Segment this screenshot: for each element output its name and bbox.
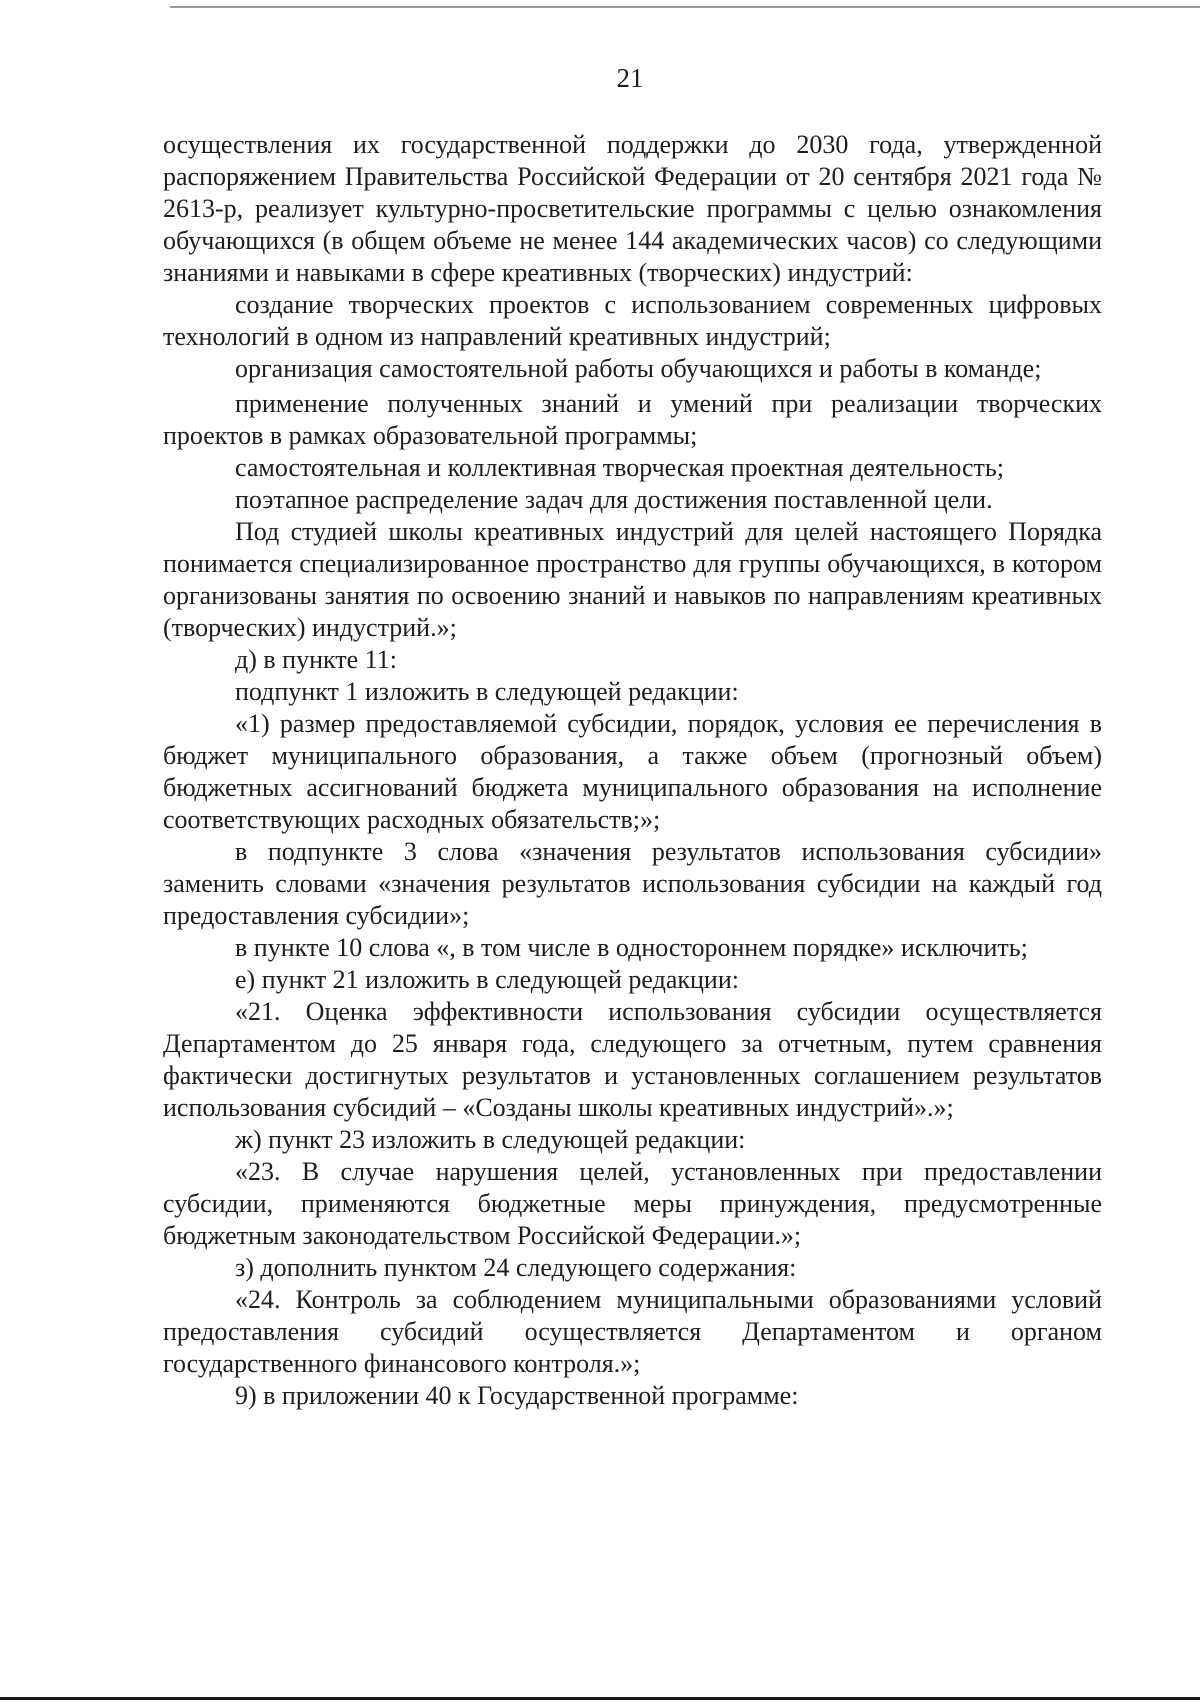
- paragraph-list-item: самостоятельная и коллективная творческая проектная деятельность;: [235, 453, 1004, 482]
- paragraph-definition: Под студией школы креативных индустрий для целей настоящего Порядка понимается специализированное пространство для группы обучающихся, в котором организованы занятия по освоению знаний и навыков по направлениям креативных (творческих) индустрий.»;: [163, 517, 1102, 642]
- paragraph-subitem-heading: д) в пункте 11:: [235, 645, 397, 674]
- paragraph-list-item: применение полученных знаний и умений при реализации творческих проектов в рамках образовательной программы;: [163, 389, 1102, 450]
- paragraph-quoted-text: «1) размер предоставляемой субсидии, порядок, условия ее перечисления в бюджет муниципального образования, а также объем (прогнозный объем) бюджетных ассигнований бюджета муниципального образования на исполнение соответствующих расходных обязательств;»;: [163, 709, 1102, 834]
- page-number: 21: [616, 63, 644, 93]
- paragraph-continuation: осуществления их государственной поддержки до 2030 года, утвержденной распоряжением Правительства Российской Федерации от 20 сентября 2021 года № 2613-р, реализует культурно-просветительские программы с целью ознакомления обучающихся (в общем объеме не менее 144 академических часов) со следующими знаниями и навыками в сфере креативных (творческих) индустрий:: [163, 130, 1102, 287]
- paragraph-subitem-heading: е) пункт 21 изложить в следующей редакции:: [235, 965, 739, 994]
- paragraph-quoted-text: «24. Контроль за соблюдением муниципальными образованиями условий предоставления субсидий осуществляется Департаментом и органом государственного финансового контроля.»;: [163, 1285, 1102, 1378]
- paragraph-list-item: поэтапное распределение задач для достижения поставленной цели.: [235, 485, 993, 514]
- paragraph-list-item: организация самостоятельной работы обучающихся и работы в команде;: [235, 354, 1042, 383]
- scan-bottom-rule: [0, 1697, 1200, 1700]
- paragraph-quoted-text: «23. В случае нарушения целей, установленных при предоставлении субсидии, применяются бюджетные меры принуждения, предусмотренные бюджетным законодательством Российской Федерации.»;: [163, 1157, 1102, 1250]
- paragraph-instruction: в подпункте 3 слова «значения результатов использования субсидии» заменить словами «значения результатов использования субсидии на каждый год предоставления субсидии»;: [163, 837, 1102, 930]
- paragraph-list-item: создание творческих проектов с использованием современных цифровых технологий в одном из направлений креативных индустрий;: [163, 290, 1102, 351]
- paragraph-instruction: в пункте 10 слова «, в том числе в одностороннем порядке» исключить;: [235, 933, 1028, 962]
- paragraph-item-heading: 9) в приложении 40 к Государственной программе:: [235, 1381, 799, 1410]
- paragraph-quoted-text: «21. Оценка эффективности использования субсидии осуществляется Департаментом до 25 января года, следующего за отчетным, путем сравнения фактически достигнутых результатов и установленных соглашением результатов использования субсидий – «Созданы школы креативных индустрий».»;: [163, 997, 1102, 1122]
- scan-top-rule: [170, 6, 1200, 8]
- paragraph-subitem-heading: ж) пункт 23 изложить в следующей редакции:: [235, 1125, 746, 1154]
- paragraph-subitem-heading: з) дополнить пунктом 24 следующего содержания:: [235, 1253, 797, 1282]
- document-body: [163, 129, 1102, 1412]
- paragraph-instruction: подпункт 1 изложить в следующей редакции:: [235, 677, 739, 706]
